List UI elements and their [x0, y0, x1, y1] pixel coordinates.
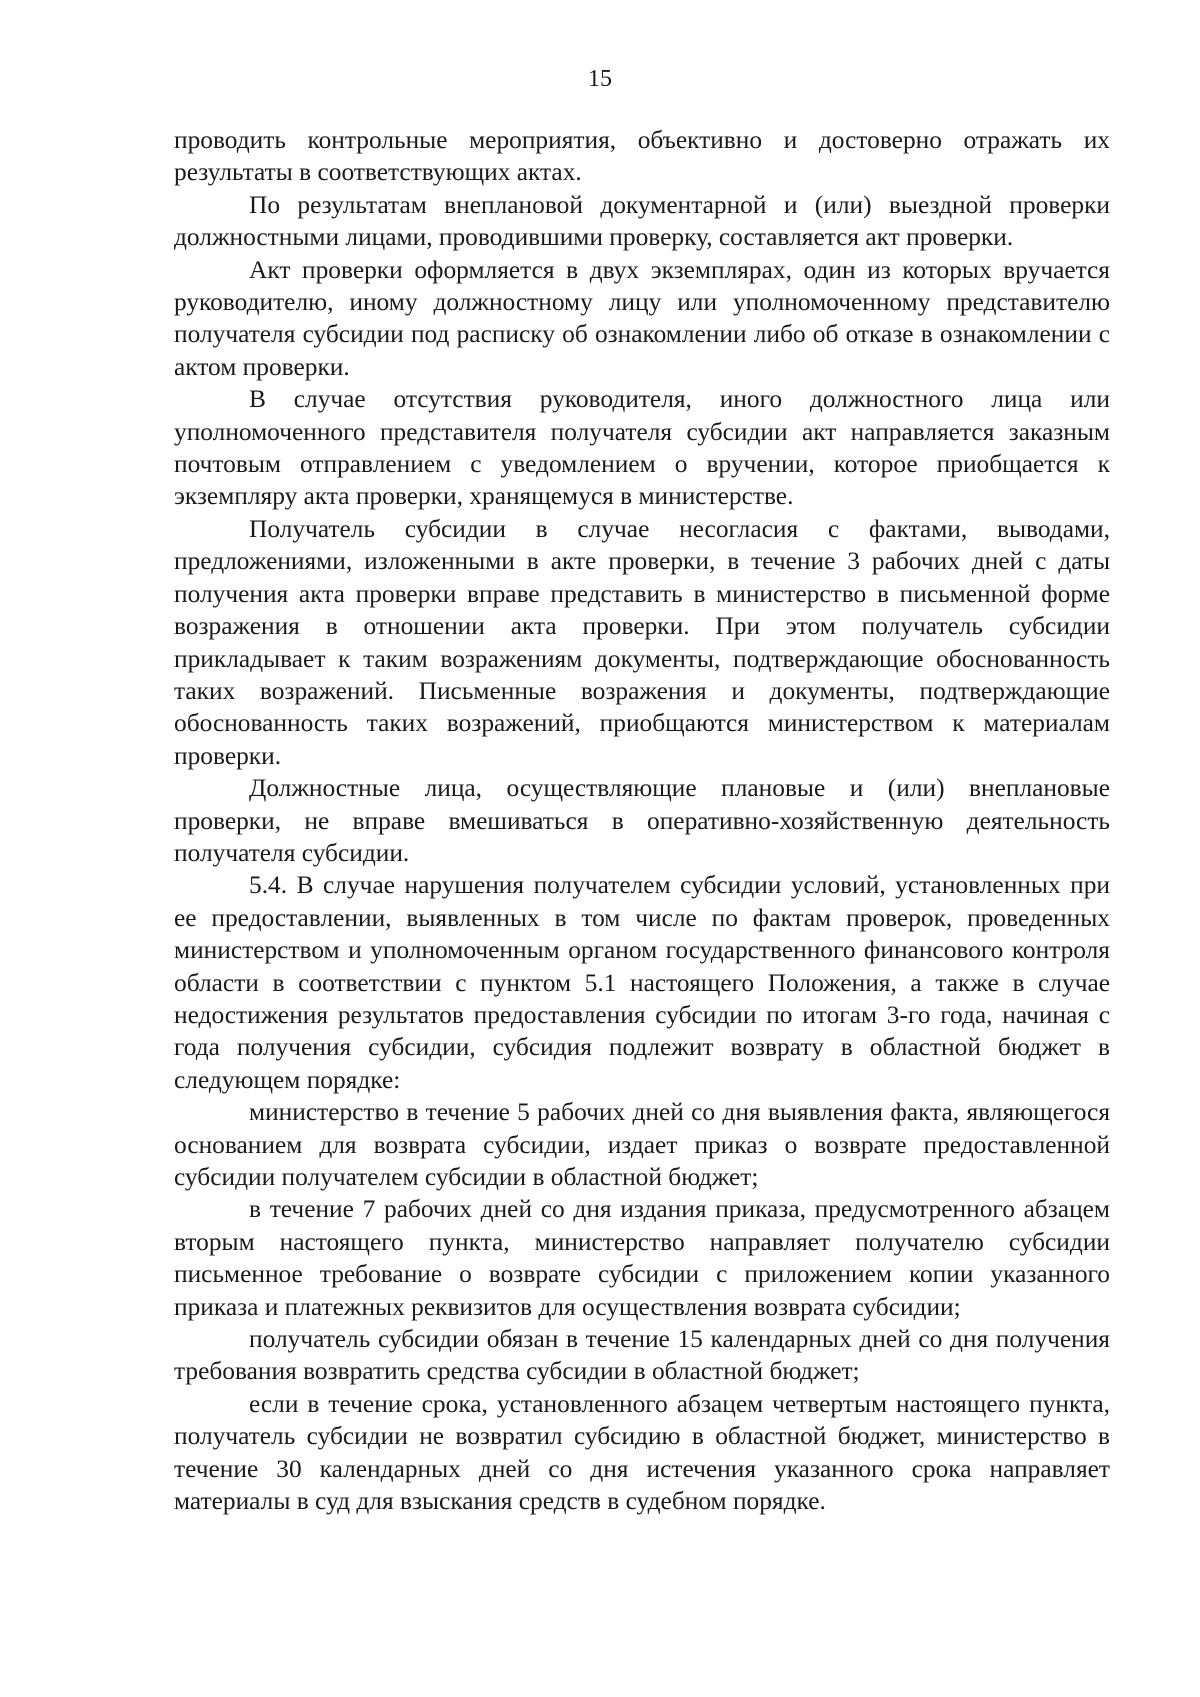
paragraph: министерство в течение 5 рабочих дней со дня выявления факта, являющегося основанием для возврата субсидии, издает приказ о возврате предоставленной субсидии получателем субсидии в областной бюджет;	[174, 1098, 1110, 1191]
paragraph: в течение 7 рабочих дней со дня издания приказа, предусмотренного абзацем вторым настоящего пункта, министерство направляет получателю субсидии письменное требование о возврате субсидии с приложением копии указанного приказа и платежных реквизитов для осуществления возврата субсидии;	[174, 1195, 1110, 1321]
paragraph: если в течение срока, установленного абзацем четвертым настоящего пункта, получатель субсидии не возвратил субсидию в областной бюджет, министерство в течение 30 календарных дней со дня истечения указанного срока направляет материалы в суд для взыскания средств в судебном порядке.	[174, 1389, 1110, 1516]
paragraph: Получатель субсидии в случае несогласия с фактами, выводами, предложениями, изложенными в акте проверки, в течение 3 рабочих дней с даты получения акта проверки вправе представить в министерство в письменной форме возражения в отношении акта проверки. При этом получатель субсидии прикладывает к таким возражениям документы, подтверждающие обоснованность таких возражений. Письменные возражения и документы, подтверждающие обоснованность таких возражений, приобщаются министерством к материалам проверки.	[174, 514, 1110, 770]
paragraph: получатель субсидии обязан в течение 15 календарных дней со дня получения требования возвратить средства субсидии в областной бюджет;	[174, 1325, 1110, 1386]
paragraph: Акт проверки оформляется в двух экземплярах, один из которых вручается руководителю, иному должностному лицу или уполномоченному представителю получателя субсидии под расписку об ознакомлении либо об отказе в ознакомлении с актом проверки.	[174, 255, 1110, 381]
page-number: 15	[588, 66, 612, 92]
paragraph-clause-5-4: 5.4. В случае нарушения получателем субсидии условий, установленных при ее предоставлении, выявленных в том числе по фактам проверок, проведенных министерством и уполномоченным органом государственного финансового контроля области в соответствии с пунктом 5.1 настоящего Положения, а также в случае недостижения результатов предоставления субсидии по итогам 3-го года, начиная с года получения субсидии, субсидия подлежит возврату в областной бюджет в следующем порядке:	[174, 871, 1110, 1094]
paragraph: Должностные лица, осуществляющие плановые и (или) внеплановые проверки, не вправе вмешиваться в оперативно-хозяйственную деятельность получателя субсидии.	[174, 774, 1110, 867]
paragraph-continuation: проводить контрольные мероприятия, объективно и достоверно отражать их результаты в соответствующих актах.	[174, 126, 1110, 187]
document-body	[174, 124, 1110, 1517]
paragraph: В случае отсутствия руководителя, иного должностного лица или уполномоченного представителя получателя субсидии акт направляется заказным почтовым отправлением с уведомлением о вручении, которое приобщается к экземпляру акта проверки, хранящемуся в министерстве.	[174, 385, 1110, 511]
paragraph: По результатам внеплановой документарной и (или) выездной проверки должностными лицами, проводившими проверку, составляется акт проверки.	[174, 190, 1110, 252]
